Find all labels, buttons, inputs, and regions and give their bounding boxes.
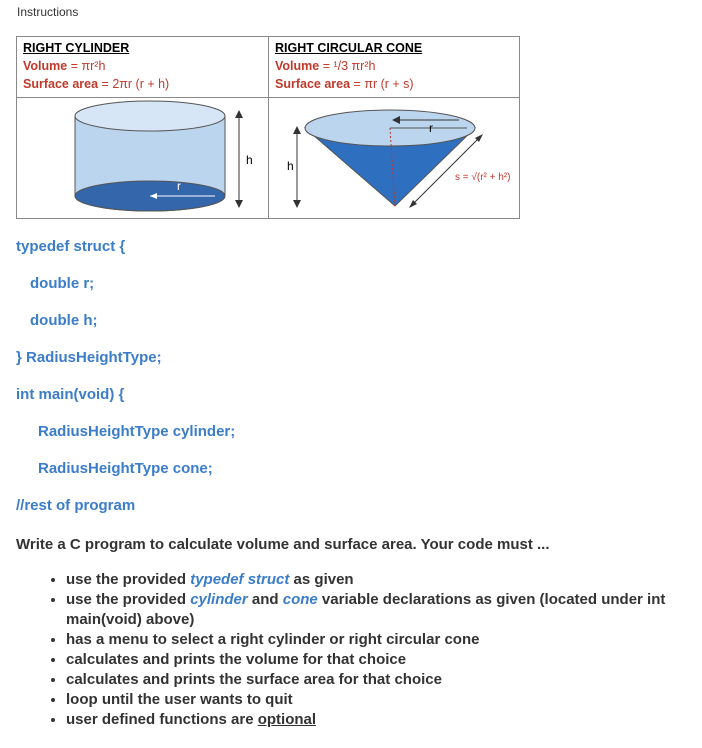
assignment-prompt: Write a C program to calculate volume and surface area. Your code must ... <box>16 536 550 553</box>
code-line-4: } RadiusHeightType; <box>16 349 162 366</box>
list-item: • use the provided cylinder and cone variable declarations as given (located under int main(void) above) <box>66 590 668 630</box>
optional-underlined: optional <box>257 711 317 728</box>
cone-formula-cell <box>269 37 520 98</box>
code-line-8: //rest of program <box>16 497 136 514</box>
cylinder-radius-label: r <box>177 179 181 193</box>
cylinder-surface-area: Surface area = 2πr (r + h) <box>23 77 170 91</box>
cylinder-diagram <box>17 98 268 218</box>
cone-diagram <box>269 98 521 218</box>
list-item: • has a menu to select a right cylinder or right circular cone <box>66 630 668 650</box>
cylinder-height-label: h <box>246 153 253 167</box>
formula-table <box>16 36 520 219</box>
requirements-list <box>48 570 668 730</box>
cone-surface-area: Surface area = πr (r + s) <box>275 77 414 91</box>
cone-volume: Volume = ¹/3 πr²h <box>275 59 376 73</box>
cone-title: RIGHT CIRCULAR CONE <box>275 41 423 55</box>
code-line-3: double h; <box>30 312 98 329</box>
list-item: • calculates and prints the surface area for that choice <box>66 670 668 690</box>
cylinder-diagram-cell <box>17 98 269 219</box>
code-line-5: int main(void) { <box>16 386 125 403</box>
page-header: Instructions <box>17 5 79 19</box>
code-line-2: double r; <box>30 275 95 292</box>
cone-height-label: h <box>287 159 294 173</box>
code-line-1: typedef struct { <box>16 238 126 255</box>
list-item: • use the provided typedef struct as given <box>66 570 668 590</box>
cylinder-formula-cell <box>17 37 269 98</box>
cone-radius-label: r <box>429 121 433 135</box>
cylinder-volume: Volume = πr²h <box>23 59 106 73</box>
cone-diagram-cell <box>269 98 520 219</box>
list-item: • user defined functions are optional <box>66 710 668 730</box>
list-item: • calculates and prints the volume for that choice <box>66 650 668 670</box>
code-line-7: RadiusHeightType cone; <box>38 460 213 477</box>
cone-slant-label: s = √(r² + h²) <box>455 172 511 183</box>
list-item: • loop until the user wants to quit <box>66 690 668 710</box>
code-line-6: RadiusHeightType cylinder; <box>38 423 236 440</box>
cylinder-title: RIGHT CYLINDER <box>23 41 130 55</box>
